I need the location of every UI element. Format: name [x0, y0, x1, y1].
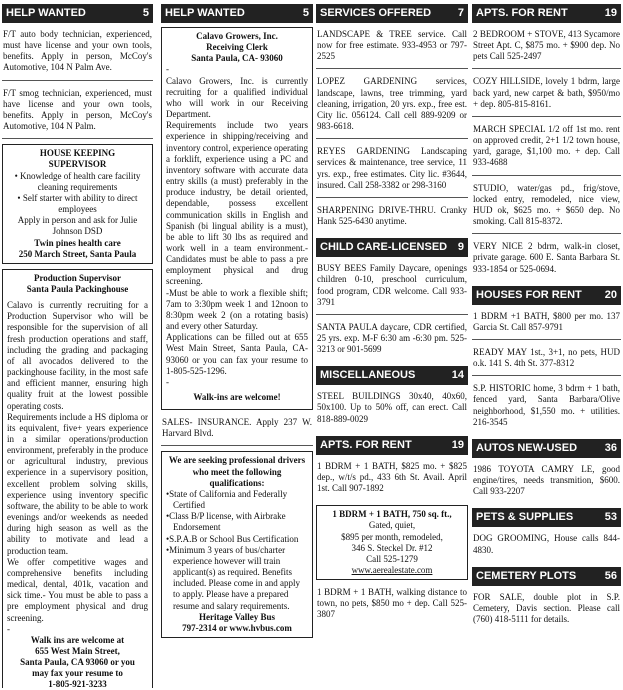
ad-house-garcia: 1 BDRM +1 BATH, $800 per mo. 137 Garcia St. Call 857-9791 [472, 309, 621, 340]
ad-footer: 655 West Main Street, [35, 645, 120, 656]
ad-title: SUPERVISOR [48, 159, 107, 170]
ad-studio: STUDIO, water/gas pd., frig/stove, locked entry, remodeled, nice view, HUD ok, $625 mo. + $650 dep. No smoking. Call 815-8372. [472, 181, 621, 235]
section-title: CHILD CARE-LICENSED [320, 241, 448, 254]
ad-line: Call 525-1279 [366, 553, 418, 564]
section-header-miscellaneous [316, 366, 468, 385]
ad-paragraph: We offer competitive wages and comprehensive benefits including medical, dental, 401k, vacation and sick time.- You must be able to pass a pre employment physical and drug screening. [7, 556, 148, 623]
ad-footer: Santa Paula, CA 93060 or you [20, 657, 135, 668]
ad-dog-grooming: DOG GROOMING, House calls 844-4830. [473, 533, 620, 555]
ad-title: Receiving Clerk [206, 42, 268, 53]
ad-title: Santa Paula Packinghouse [26, 283, 129, 294]
ad-footer: 797-2314 or www.hvbus.com [182, 622, 292, 633]
section-number: 5 [142, 7, 149, 19]
ad-sharpening: SHARPENING DRIVE-THRU. Cranky Hank 525-6430 anytime. [317, 204, 467, 227]
column-2 [161, 2, 313, 688]
ad-production-supervisor [2, 269, 153, 688]
bullet-item: • Minimum 3 years of bus/charter experience however will train applicant(s) as required. Benefits included. Please come in and apply to apply. Please have a prepared resume and salary requirements. [166, 545, 308, 612]
section-title: CEMETERY PLOTS [476, 569, 577, 582]
section-header-services-offered [316, 4, 468, 23]
section-header-autos [472, 439, 621, 458]
ad-line: $895 per month, remodeled, [341, 531, 443, 542]
section-header-apts-for-rent [472, 4, 621, 23]
ad-lopez-gardening: LOPEZ GARDENING services, landscape, lawns, tree trimming, yard cleaning, irrigation, 20 yrs. exp., free est. City lic. 056124. Call cell 889-9209 or 983-6618. [316, 74, 468, 139]
ad-line: Twin pines health care [34, 237, 121, 248]
ad-title: Santa Paula, CA- 93060 [191, 53, 283, 64]
section-number: 14 [451, 369, 464, 382]
ad-toyota: 1986 TOYOTA CAMRY LE, good engine/tires, needs transmition, $600. Call 933-2207 [473, 463, 620, 497]
ad-auto-body: F/T auto body technician, experienced, must have license and your own tools, benefits. Apply in person, McCoy's Automotive, 104 N Palm Ave. [2, 27, 153, 81]
ad-paragraph: -Must be able to work a flexible shift; 7am to 3:30pm week 1 and 12noon to 8:30pm week 2 (on a rotating basis) and every other Saturday. [166, 287, 308, 332]
ad-title: HOUSE KEEPING [39, 148, 116, 159]
section-title: HOUSES FOR RENT [476, 288, 582, 301]
section-number: 9 [457, 241, 464, 254]
ad-paragraph: Calavo Growers, Inc. is currently recruiting for a qualified individual who will work in our Receiving Department. [166, 75, 308, 120]
bullet-item: • Knowledge of health care facility cleaning requirements [14, 170, 141, 192]
section-header-cemetery-plots [472, 567, 621, 586]
section-header-pets [472, 508, 621, 527]
ad-paragraph: Requirements include a HS diploma or its equivalent, five+ years experience in a similar operations/production environment, preferably in the produce or agricultural industry, previous experience in a supervisory position, excellent problem solving skills, experience using inventory specific software, the ability to be able to work evenings and/or weekends as needed during high season as well as the ability to motivate and lead a production team. [7, 411, 148, 556]
section-number: 5 [302, 7, 309, 19]
website-link[interactable]: www.aerealestate.com [351, 565, 433, 575]
bullet-item: • Class B/P license, with Airbrake Endorsement [166, 511, 308, 533]
ad-apt-steckel [316, 505, 468, 580]
section-header-apts-for-rent [316, 436, 468, 455]
ad-housekeeping [2, 144, 153, 264]
ad-apt-6th-st: 1 BDRM + 1 BATH, $825 mo. + $825 dep., w/t/s pd., 433 6th St. Avail. April 1st. Call 907-1892 [317, 460, 467, 494]
ad-paragraph: Applications can be filled out at 655 West Main Street, Santa Paula, CA- 93060 or you can fax your resume to 1-805-525-1296. [166, 332, 308, 376]
column-1 [2, 2, 153, 688]
ad-dash: - [166, 64, 169, 75]
ad-footer: Walk-ins are welcome! [193, 392, 281, 402]
section-title: HELP WANTED [6, 7, 86, 19]
ad-paragraph: Calavo is currently recruiting for a Production Supervisor who will be responsible for the supervision of all fresh production operations and staff, including the grading and packaging of all avocados delivered to the packinghouse facility, in the most safe and efficient manner, ensuring high quality fruit at the lowest possible operating costs. [7, 300, 148, 411]
section-title: APTS. FOR RENT [320, 438, 412, 451]
ad-busy-bees: BUSY BEES Family Daycare, openings children 0-10, preschool curriculum, food program, CDR welcome. Call 933-3791 [316, 261, 468, 315]
section-title: APTS. FOR RENT [476, 7, 568, 19]
ad-bus-drivers [161, 451, 313, 638]
ad-house-ready-may: READY MAY 1st., 3+1, no pets, HUD o.k. 141 S. 4th St. 377-8312 [472, 345, 621, 376]
ad-2-bedroom: 2 BEDROOM + STOVE, 413 Sycamore Street Apt. C, $875 mo. + $900 dep. No pets Call 525-2497 [472, 27, 621, 69]
ad-reyes-gardening: REYES GARDENING Landscaping services & maintenance, tree service, 11 yrs. exp., free estimates. City lic. #3644, insured. Call 258-3382 or 298-3160 [316, 144, 468, 198]
ad-march-special: MARCH SPECIAL 1/2 off 1st mo. rent on approved credit, 2+1 1/2 town house, yard, garage, $1,100 mo. + dep. Call 933-4688 [472, 122, 621, 176]
section-title: HELP WANTED [165, 7, 245, 19]
ad-cemetery-plot: FOR SALE, double plot in S.P. Cemetery, Davis section. Please call (760) 418-5111 for details. [473, 591, 620, 624]
ad-line: 250 March Street, Santa Paula [18, 248, 137, 259]
section-header-houses-for-rent [472, 286, 621, 305]
bullet-item: • S.P.A.B or School Bus Certification [166, 534, 308, 545]
section-number: 19 [604, 7, 617, 19]
ad-footer: Heritage Valley Bus [199, 611, 275, 622]
section-title: PETS & SUPPLIES [476, 511, 574, 524]
ad-footer: Walk ins are welcome at [30, 634, 125, 645]
section-title: SERVICES OFFERED [320, 7, 432, 19]
section-number: 56 [604, 569, 617, 582]
ad-footer: 1-805-921-3233 [48, 679, 107, 688]
bullet-item: • State of California and Federally Certified [166, 489, 308, 511]
ad-paragraph: Requirements include two years experience in shipping/receiving and inventory control, experience operating a forklift, experience using a PC and inventory software with accurate data entry skills (a must) preferably in the produce industry, be detail oriented, dependable, possess excellent communication skills in English and Spanish (bi lingual ability is a must), be able to lift 30 lbs as required and work well in a team environment.- Candidates must be able to pass a pre employment physical and drug screening. [166, 120, 308, 287]
section-number: 20 [604, 288, 617, 301]
qualification-list [166, 489, 308, 612]
section-number: 19 [451, 438, 464, 451]
section-header-help-wanted [2, 4, 153, 23]
column-4 [472, 2, 621, 688]
ad-line: 346 S. Steckel Dr. #12 [351, 542, 433, 553]
ad-receiving-clerk [161, 27, 313, 410]
ad-house-historic: S.P. HISTORIC home, 3 bdrm + 1 bath, fenced yard, Santa Barbara/Olive neighborhood, $1,550 mo. + utilities. 216-3545 [473, 383, 620, 427]
section-header-child-care [316, 238, 468, 257]
ad-very-nice: VERY NICE 2 bdrm, walk-in closet, private garage. 600 E. Santa Barbara St. 933-1854 or 525-0694. [473, 241, 620, 274]
ad-title: We are seeking professional drivers who meet the following qualifications: [168, 455, 306, 488]
section-title: MISCELLANEOUS [320, 369, 416, 382]
ad-landscape: LANDSCAPE & TREE service. Call now for free estimate. 933-4953 or 797-2525 [316, 27, 468, 69]
ad-title: Calavo Growers, Inc. [196, 31, 278, 41]
ad-title: Production Supervisor [33, 272, 122, 283]
ad-steel-buildings: STEEL BUILDINGS 30x40, 40x60, 50x100. Up to 50% off, can erect. Call 818-889-0029 [317, 391, 467, 424]
ad-line: Gated, quiet, [368, 520, 416, 531]
ad-cozy-hillside: COZY HILLSIDE, lovely 1 bdrm, large back yard, new carpet & bath, $950/mo + dep. 805-815-8161. [472, 74, 621, 116]
ad-smog-tech: F/T smog technician, experienced, must have license and your own tools, benefits. Apply in person, McCoy's Automotive, 104 N Palm. [2, 86, 153, 140]
section-title: AUTOS NEW-USED [476, 441, 578, 454]
ad-dash: - [7, 623, 10, 634]
ad-title: 1 BDRM + 1 BATH, 750 sq. ft., [332, 509, 452, 520]
ad-santa-paula-daycare: SANTA PAULA daycare, CDR certified, 25 yrs. exp. M-F 6:30 am -6:30 pm. 525-3213 or 901-5699 [317, 321, 467, 355]
ad-footer: may fax your resume to [32, 668, 123, 679]
bullet-item: • Self starter with ability to direct employees [17, 192, 138, 215]
ad-apt-walking: 1 BDRM + 1 BATH, walking distance to town, no pets, $850 mo + dep. Call 525-3807 [317, 587, 467, 620]
section-number: 36 [604, 441, 617, 454]
ad-line: Apply in person and ask for Julie Johnson DSD [17, 215, 138, 237]
section-number: 7 [457, 7, 464, 19]
ad-sales-insurance: SALES- INSURANCE. Apply 237 W. Harvard Blvd. [161, 415, 313, 446]
ad-dash: - [166, 376, 169, 387]
section-header-help-wanted [161, 4, 313, 23]
section-number: 53 [604, 511, 617, 524]
column-3 [316, 2, 468, 688]
